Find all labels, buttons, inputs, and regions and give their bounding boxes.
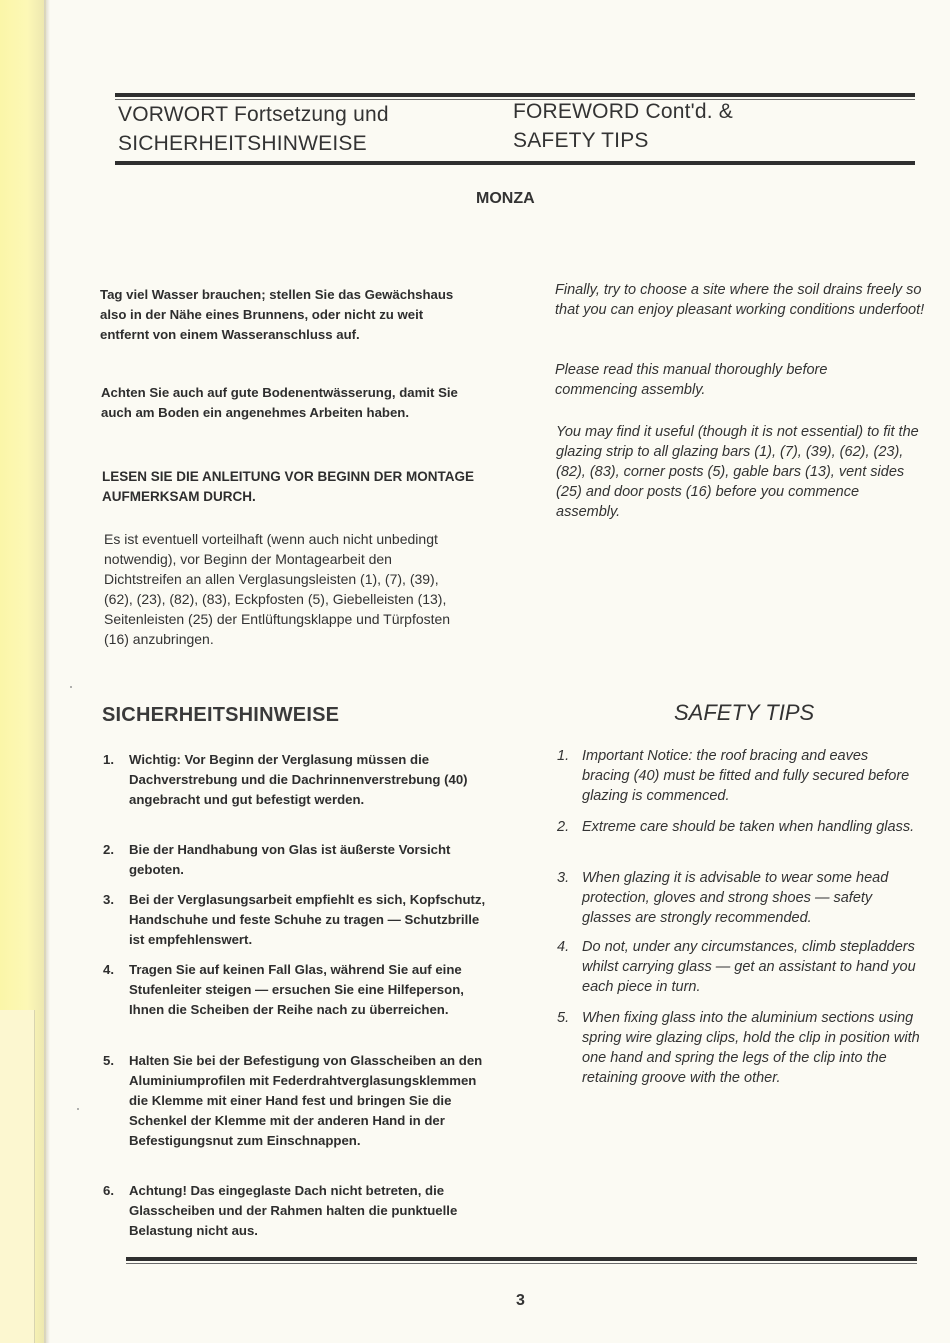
safety-de-item-6 xyxy=(103,1181,493,1241)
header-bottom-rule xyxy=(115,161,915,165)
safety-de-item-number: 6. xyxy=(103,1183,114,1198)
foreword-de-paragraph-2: Achten Sie auch auf gute Bodenentwässerung, damit Sie auch am Boden ein angenehmes Arbeiten haben. xyxy=(101,385,458,420)
safety-en-item-number: 5. xyxy=(557,1010,570,1026)
safety-de-item-4 xyxy=(103,960,493,1020)
english-header-line-2: SAFETY TIPS xyxy=(513,129,649,152)
safety-de-item-number: 1. xyxy=(103,752,114,767)
safety-de-item-text: Achtung! Das eingeglaste Dach nicht betreten, die Glasscheiben und der Rahmen halten die punktuelle Belastung nicht aus. xyxy=(129,1183,458,1238)
safety-de-item-2 xyxy=(103,840,493,880)
safety-en-item-text: Extreme care should be taken when handling glass. xyxy=(582,819,915,835)
german-header-line-2: SICHERHEITSHINWEISE xyxy=(118,132,367,155)
yellow-sheet-edge-lower xyxy=(0,1010,35,1343)
scan-speck xyxy=(77,1108,79,1110)
safety-de-item-text: Wichtig: Vor Beginn der Verglasung müssen die Dachverstrebung und die Dachrinnenverstrebung (40) angebracht und gut befestigt werden. xyxy=(129,752,468,807)
foreword-de-paragraph-1: Tag viel Wasser brauchen; stellen Sie das Gewächshaus also in der Nähe eines Brunnens, oder nicht zu weit entfernt von einem Wasseranschluss auf. xyxy=(100,287,454,342)
safety-en-item-text: Important Notice: the roof bracing and eaves bracing (40) must be fitted and fully secured before glazing is commenced. xyxy=(582,748,910,804)
safety-de-item-number: 2. xyxy=(103,842,114,857)
foreword-en-paragraph-1: Finally, try to choose a site where the soil drains freely so that you can enjoy pleasant working conditions underfoot! xyxy=(555,282,925,318)
foreword-en-paragraph-2: Please read this manual thoroughly before commencing assembly. xyxy=(555,362,828,398)
footer-thin-rule xyxy=(126,1263,917,1264)
safety-en-item-2 xyxy=(557,817,932,837)
safety-en-item-4 xyxy=(557,937,917,997)
safety-de-item-3 xyxy=(103,890,493,950)
safety-de-item-5 xyxy=(103,1051,493,1151)
page-number: 3 xyxy=(516,1292,525,1309)
safety-en-item-1 xyxy=(557,746,912,806)
german-header-line-1: VORWORT Fortsetzung und xyxy=(118,103,389,126)
safety-de-item-number: 3. xyxy=(103,892,114,907)
safety-en-item-number: 1. xyxy=(557,748,570,764)
scan-speck xyxy=(70,686,72,688)
safety-de-item-number: 5. xyxy=(103,1053,114,1068)
footer-rule xyxy=(126,1257,917,1261)
safety-en-item-number: 3. xyxy=(557,870,570,886)
safety-en-item-number: 4. xyxy=(557,939,570,955)
safety-en-item-text: Do not, under any circumstances, climb stepladders whilst carrying glass — get an assistant to hand you each piece in turn. xyxy=(582,939,916,995)
safety-en-item-text: When glazing it is advisable to wear some head protection, gloves and strong shoes — safety glasses are strongly recommended. xyxy=(582,870,889,926)
safety-de-item-text: Halten Sie bei der Befestigung von Glasscheiben an den Aluminiumprofilen mit Federdrahtverglasungsklemmen die Klemme mit einer Hand fest und bringen Sie die Schenkel der Klemme mit der anderen Hand in der Befestigungsnut zum Einschnappen. xyxy=(129,1053,483,1148)
safety-de-item-text: Tragen Sie auf keinen Fall Glas, während Sie auf eine Stufenleiter steigen — ersuchen Sie eine Hilfeperson, Ihnen die Scheiben der Reihe nach zu überreichen. xyxy=(129,962,464,1017)
safety-de-item-number: 4. xyxy=(103,962,114,977)
safety-de-item-1 xyxy=(103,750,493,810)
german-header-title xyxy=(118,100,389,158)
safety-heading-de: SICHERHEITSHINWEISE xyxy=(102,704,340,726)
foreword-de-paragraph-3: LESEN SIE DIE ANLEITUNG VOR BEGINN DER MONTAGE AUFMERKSAM DURCH. xyxy=(102,469,475,504)
page-shadow xyxy=(44,0,50,1343)
safety-de-item-text: Bie der Handhabung von Glas ist äußerste Vorsicht geboten. xyxy=(129,842,451,877)
foreword-en-paragraph-3: You may find it useful (though it is not essential) to fit the glazing strip to all glazing bars (1), (7), (39), (62), (23), (82), (83), corner posts (5), gable bars (13), vent sides (25) and door posts (16) before you commence assembly. xyxy=(556,424,919,520)
safety-en-item-text: When fixing glass into the aluminium sections using spring wire glazing clips, hold the clip in position with one hand and spring the legs of the clip into the retaining groove with the other. xyxy=(582,1010,920,1086)
safety-heading-en: SAFETY TIPS xyxy=(674,700,815,725)
safety-en-item-5 xyxy=(557,1008,942,1088)
english-header-line-1: FOREWORD Cont'd. & xyxy=(513,100,733,123)
safety-de-item-text: Bei der Verglasungsarbeit empfiehlt es sich, Kopfschutz, Handschuhe und feste Schuhe zu tragen — Schutzbrille ist empfehlenswert. xyxy=(129,892,486,947)
safety-en-item-3 xyxy=(557,868,912,928)
foreword-de-paragraph-4: Es ist eventuell vorteilhaft (wenn auch nicht unbedingt notwendig), vor Beginn der Montagearbeit den Dichtstreifen an allen Verglasungsleisten (1), (7), (39), (62), (23), (82), (83), Eckpfosten (5), Giebelleisten (13), Seitenleisten (25) der Entlüftungsklappe und Türpfosten (16) anzubringen. xyxy=(104,531,451,647)
model-name: MONZA xyxy=(476,190,535,207)
english-header-title xyxy=(513,97,733,155)
safety-en-item-number: 2. xyxy=(557,819,570,835)
